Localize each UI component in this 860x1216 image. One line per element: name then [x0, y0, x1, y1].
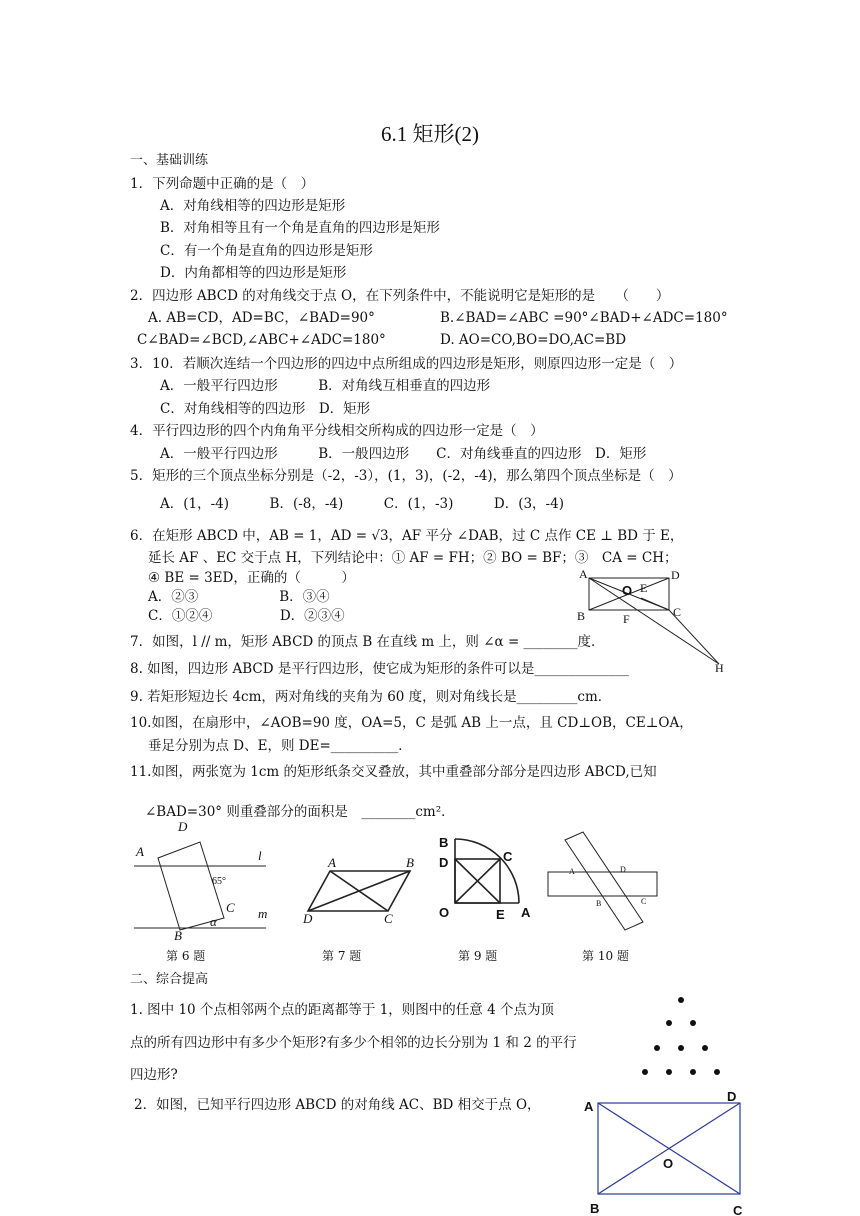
caption-fig7: 第 7 题 — [322, 949, 362, 963]
q2-option-a: A. AB=CD，AD=BC，∠BAD=90° — [148, 310, 375, 326]
fig10-label-c: C — [641, 897, 647, 906]
q6-line5: C．①②④ D．②③④ — [148, 608, 345, 624]
fig9-label-e: E — [496, 907, 505, 922]
fig6-label-c: C — [226, 900, 235, 915]
q6-label-a: A — [579, 567, 588, 581]
triangle-dot-grid — [635, 990, 715, 1080]
q11-line2: ∠BAD=30° 则重叠部分的面积是 ________cm²． — [145, 804, 455, 820]
fig9-label-b: B — [439, 835, 449, 850]
p2-parallelogram-figure — [580, 1085, 750, 1216]
q1-option-c: C．有一个角是直角的四边形是矩形 — [160, 243, 373, 259]
q6-label-e: E — [640, 581, 648, 595]
figure-9-sector — [435, 833, 535, 928]
q6-label-o: O — [622, 583, 633, 598]
caption-fig10: 第 10 题 — [582, 949, 629, 963]
fig9-label-d: D — [439, 855, 449, 870]
figure-6-parallel-lines — [130, 818, 275, 943]
fig10-label-b: B — [596, 899, 602, 908]
p2: 2．如图，已知平行四边形 ABCD 的对角线 AC、BD 相交于点 O， — [134, 1097, 541, 1113]
p2-label-c: C — [733, 1203, 743, 1216]
p2-label-b: B — [590, 1201, 600, 1216]
q10-line2: 垂足分别为点 D、E，则 DE=__________． — [148, 738, 412, 754]
caption-fig6: 第 6 题 — [166, 949, 206, 963]
fig7-label-c: C — [384, 911, 393, 926]
q10-line1: 10.如图，在扇形中，∠AOB=90 度，OA=5，C 是弧 AB 上一点，且 CD⊥OB，CE⊥OA， — [130, 715, 693, 731]
p1-line3: 四边形? — [130, 1067, 178, 1083]
fig9-label-a: A — [521, 905, 531, 920]
q1-stem: 1．下列命题中正确的是（ ） — [130, 176, 315, 192]
section-comprehensive: 二、综合提高 — [130, 972, 209, 987]
fig6-label-l: l — [258, 848, 262, 863]
fig6-label-a: A — [136, 844, 144, 859]
q2-option-c: C∠BAD=∠BCD,∠ABC+∠ADC=180° — [137, 332, 386, 348]
fig6-label-b: B — [174, 928, 182, 943]
q6-line1: 6．在矩形 ABCD 中，AB = 1，AD = √3，AF 平分 ∠DAB，过 C 点作 CE ⊥ BD 于 E， — [130, 528, 684, 544]
p1-line2: 点的所有四边形中有多少个矩形?有多少个相邻的边长分别为 1 和 2 的平行 — [130, 1035, 577, 1051]
q5-options: A．(1，-4) B．(-8，-4) C．(1，-3) D．(3，-4) — [160, 496, 564, 512]
section-basic-training: 一、基础训练 — [130, 153, 209, 168]
fig10-label-d: D — [620, 865, 626, 874]
q1-option-b: B．对角相等且有一个角是直角的四边形是矩形 — [160, 220, 440, 236]
p1-line1: 1. 图中 10 个点相邻两个点的距离都等于 1，则图中的任意 4 个点为顶 — [130, 1002, 554, 1018]
q6-label-d: D — [671, 568, 680, 582]
fig10-label-a: A — [569, 867, 575, 876]
p2-label-o: O — [663, 1156, 674, 1171]
q5-stem: 5．矩形的三个顶点坐标分别是（-2，-3），(1，3)，(-2，-4)，那么第四个顶点坐标是（ ） — [130, 468, 682, 484]
q9: 9. 若矩形短边长 4cm，两对角线的夹角为 60 度，则对角线长是_________cm． — [130, 689, 612, 705]
q2-stem: 2．四边形 ABCD 的对角线交于点 O，在下列条件中，不能说明它是矩形的是 （ ） — [130, 288, 670, 304]
fig7-label-b: B — [406, 855, 414, 870]
q3-options-line2: C．对角线相等的四边形 D．矩形 — [160, 401, 371, 417]
fig7-label-a: A — [328, 855, 336, 870]
caption-fig9: 第 9 题 — [458, 949, 498, 963]
q8: 8. 如图，四边形 ABCD 是平行四边形，使它成为矩形的条件可以是______________ — [130, 661, 629, 677]
q6-label-b: B — [577, 609, 586, 623]
q6-label-h: H — [715, 661, 724, 675]
fig6-label-d: D — [178, 819, 188, 834]
q1-option-d: D．内角都相等的四边形是矩形 — [160, 265, 347, 281]
fig6-label-m: m — [258, 906, 268, 921]
p2-label-d: D — [727, 1089, 737, 1104]
q6-label-f: F — [623, 612, 630, 626]
fig9-label-o: O — [439, 905, 450, 920]
q2-option-b: B.∠BAD=∠ABC =90°∠BAD+∠ADC=180° — [440, 310, 728, 326]
fig7-label-d: D — [303, 911, 313, 926]
q6-line2: 延长 AF 、EC 交于点 H，下列结论中：① AF = FH；② BO = BF；③ CA = CH； — [148, 550, 678, 566]
q1-option-a: A．对角线相等的四边形是矩形 — [160, 198, 346, 214]
figure-10-crossed-strips — [545, 832, 660, 932]
p2-label-a: A — [584, 1099, 594, 1114]
q7: 7．如图，l // m，矩形 ABCD 的顶点 B 在直线 m 上，则 ∠α = ________度． — [130, 634, 605, 650]
page-title: 6.1 矩形(2) — [381, 122, 479, 146]
q6-line4: A．②③ B．③④ — [148, 589, 330, 605]
q6-label-c: C — [673, 605, 682, 619]
q11-line1: 11.如图，两张宽为 1cm 的矩形纸条交叉叠放，其中重叠部分部分是四边形 ABCD,已知 — [130, 764, 657, 780]
figure-7-parallelogram — [300, 855, 430, 930]
q2-option-d: D. AO=CO,BO=DO,AC=BD — [440, 332, 627, 348]
q4-stem: 4．平行四边形的四个内角角平分线相交所构成的四边形一定是（ ） — [130, 423, 544, 439]
q4-options: A．一般平行四边形 B．一般四边形 C．对角线垂直的四边形 D．矩形 — [160, 446, 647, 462]
fig6-label-65: 65° — [212, 876, 226, 887]
q3-options-line1: A．一般平行四边形 B．对角线互相垂直的四边形 — [160, 378, 491, 394]
q3-stem: 3．10．若顺次连结一个四边形的四边中点所组成的四边形是矩形，则原四边形一定是（ ） — [130, 356, 683, 372]
q6-line3: ④ BE = 3ED，正确的（ ） — [148, 570, 355, 586]
fig9-label-c: C — [503, 849, 513, 864]
fig6-label-alpha: α — [210, 914, 217, 929]
